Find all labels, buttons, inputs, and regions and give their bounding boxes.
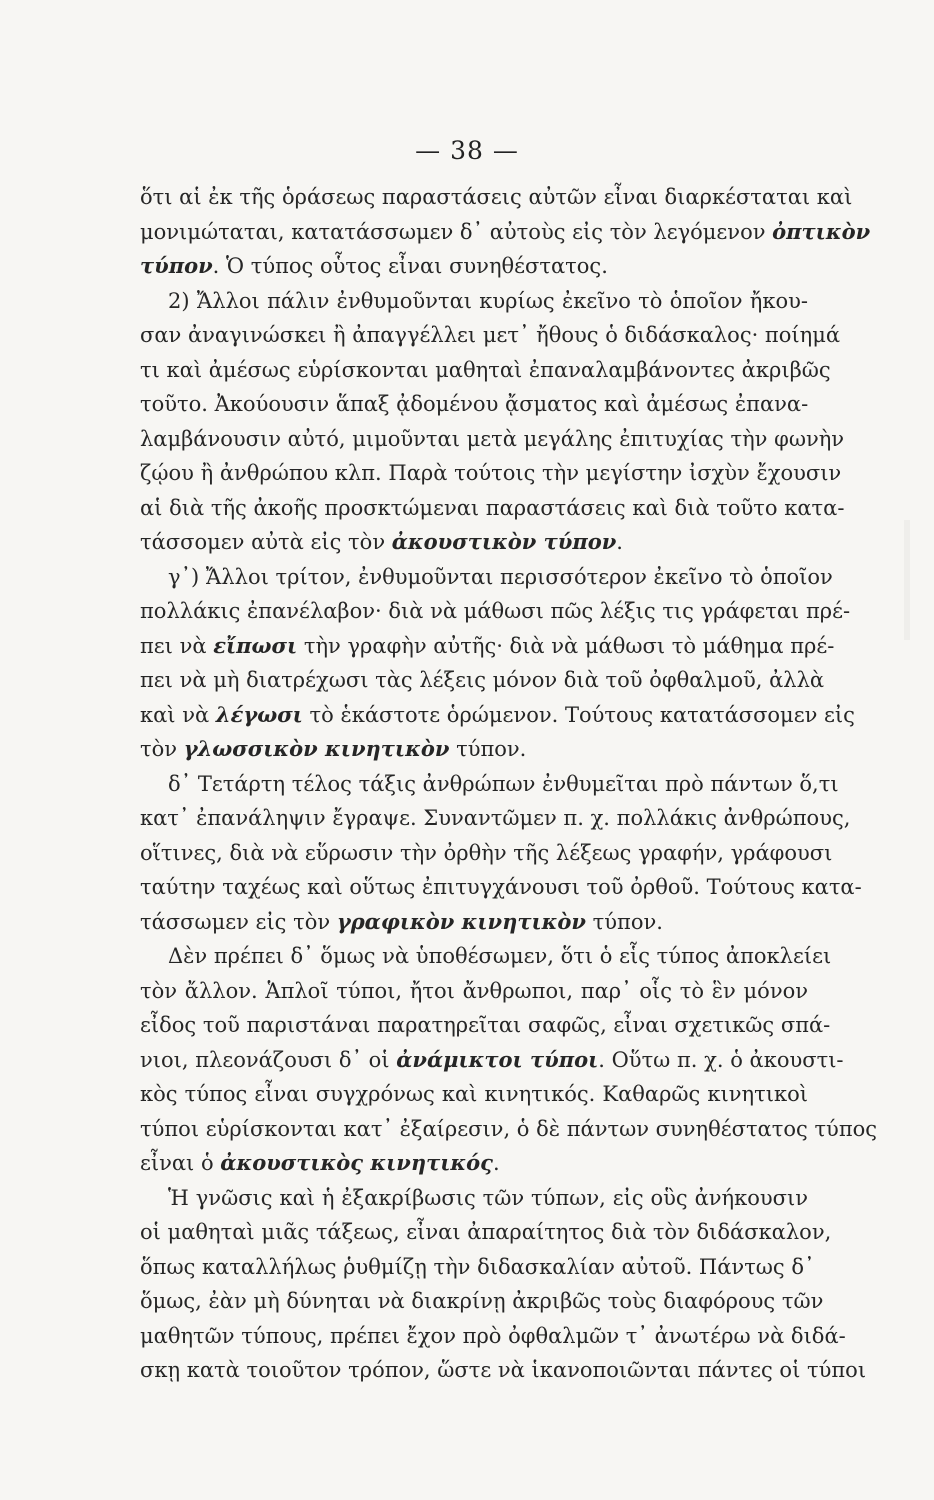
text-segment: σκῃ κατὰ τοιοῦτον τρόπον, ὥστε νὰ ἱκανοποιῶνται πάντες οἱ τύποι: [140, 1358, 867, 1382]
text-line: [140, 767, 839, 802]
text-segment: Ἡ γνῶσις καὶ ἡ ἐξακρίβωσις τῶν τύπων, εἰς οὓς ἀνήκουσιν: [168, 1185, 808, 1210]
text-segment: μονιμώταται, κατατάσσωμεν δ᾽ αὐτοὺς εἰς τὸν λεγόμενον: [140, 219, 773, 244]
text-line: [140, 1250, 815, 1285]
text-line: [140, 215, 871, 250]
text-segment: ταύτην ταχέως καὶ οὕτως ἐπιτυγχάνουσι τοῦ ὀρθοῦ. Τούτους κατα-: [140, 875, 862, 899]
text-segment: τὸν: [140, 737, 184, 761]
text-segment: κὸς τύπος εἶναι συγχρόνως καὶ κινητικός. Καθαρῶς κινητικοὶ: [140, 1082, 808, 1106]
text-line: [140, 974, 808, 1009]
text-line: [140, 1112, 878, 1147]
text-line: [140, 318, 841, 353]
text-segment: τύποι εὑρίσκονται κατ᾽ ἐξαίρεσιν, ὁ δὲ πάντων συνηθέστατος τύπος: [140, 1116, 878, 1141]
text-segment: τύπον.: [449, 737, 527, 761]
text-line: [140, 629, 835, 664]
text-segment: 2) Ἄλλοι πάλιν ἐνθυμοῦνται κυρίως ἐκεῖνο τὸ ὁποῖον ἤκου-: [168, 288, 808, 313]
text-line: [140, 663, 825, 698]
text-segment: λαμβάνουσιν αὐτό, μιμοῦνται μετὰ μεγάλης ἐπιτυχίας τὴν φωνὴν: [140, 426, 845, 451]
text-segment: .: [616, 530, 623, 554]
text-segment: δ᾽ Τετάρτη τέλος τάξις ἀνθρώπων ἐνθυμεῖται πρὸ πάντων ὅ,τι: [168, 771, 839, 796]
text-line: [140, 594, 851, 629]
text-line: [140, 905, 808, 940]
text-segment: ὅπως καταλλήλως ῥυθμίζῃ τὴν διδασκαλίαν αὐτοῦ. Πάντως δ᾽: [140, 1254, 815, 1279]
text-line: [140, 491, 845, 526]
text-line: [140, 1284, 824, 1319]
text-segment: αἱ διὰ τῆς ἀκοῆς προσκτώμεναι παραστάσεις καὶ διὰ τοῦτο κατα-: [140, 495, 845, 520]
emphasized-term: γραφικὸν κινητικὸν: [336, 908, 586, 934]
emphasized-term: γλωσσικὸν κινητικὸν: [183, 736, 450, 761]
text-line: [140, 1008, 831, 1043]
text-line: [140, 939, 832, 974]
text-segment: τὴν γραφὴν αὐτῆς· διὰ νὰ μάθωσι τὸ μάθημα πρέ-: [297, 633, 835, 658]
text-line: [140, 1215, 832, 1250]
emphasized-term: εἴπωσι: [213, 632, 298, 658]
emphasized-term: ὀπτικὸν: [772, 218, 871, 244]
emphasized-term: ἀκουστικὸς κινητικός: [220, 1150, 493, 1175]
text-segment: σαν ἀναγινώσκει ἢ ἀπαγγέλλει μετ᾽ ἤθους ὁ διδάσκαλος· ποίημά: [140, 323, 841, 347]
text-line: [140, 732, 808, 767]
text-segment: οἵτινες, διὰ νὰ εὕρωσιν τὴν ὀρθὴν τῆς λέξεως γραφήν, γράφουσι: [140, 840, 833, 865]
text-line: [140, 1146, 808, 1181]
text-line: [140, 525, 808, 560]
text-segment: Δὲν πρέπει δ᾽ ὅμως νὰ ὑποθέσωμεν, ὅτι ὁ εἷς τύπος ἀποκλείει: [168, 944, 832, 968]
text-line: [140, 180, 853, 215]
paper-stain: [904, 520, 910, 640]
text-segment: τάσσωμεν εἰς τὸν: [140, 909, 337, 934]
text-segment: τάσσομεν αὐτὰ εἰς τὸν: [140, 530, 392, 554]
text-segment: . Ὁ τύπος οὗτος εἶναι συνηθέστατος.: [212, 254, 608, 278]
text-segment: πει νὰ: [140, 633, 214, 658]
page-number: — 38 —: [415, 136, 519, 165]
text-segment: τὸ ἑκάστοτε ὁρώμενον. Τούτους κατατάσσομεν εἰς: [302, 702, 855, 727]
text-segment: πολλάκις ἐπανέλαβον· διὰ νὰ μάθωσι πῶς λέξις τις γράφεται πρέ-: [140, 599, 851, 623]
text-segment: τι καὶ ἀμέσως εὑρίσκονται μαθηταὶ ἐπαναλαμβάνοντες ἀκριβῶς: [140, 357, 831, 382]
text-line: [140, 1043, 844, 1078]
text-line: [140, 1077, 808, 1112]
text-line: [140, 801, 851, 836]
text-segment: κατ᾽ ἐπανάληψιν ἔγραψε. Συναντῶμεν π. χ. πολλάκις ἀνθρώπους,: [140, 806, 851, 830]
text-line: [140, 1353, 867, 1388]
text-line: [140, 698, 855, 733]
emphasized-term: ἀνάμικτοι τύποι: [396, 1046, 599, 1072]
text-line: [140, 422, 845, 457]
text-line: [140, 836, 833, 871]
emphasized-term: ἀκουστικὸν τύπον: [391, 529, 617, 554]
emphasized-term: τύπον: [140, 253, 213, 278]
text-segment: .: [492, 1151, 500, 1175]
text-segment: τὸν ἄλλον. Ἁπλοῖ τύποι, ἤτοι ἄνθρωποι, παρ᾽ οἷς τὸ ἓν μόνον: [140, 978, 808, 1003]
text-line: [140, 456, 842, 491]
text-line: [140, 284, 808, 319]
body-text: [140, 180, 878, 1388]
text-segment: εἶναι ὁ: [140, 1151, 221, 1175]
text-line: [140, 560, 833, 595]
text-segment: τοῦτο. Ἀκούουσιν ἅπαξ ᾀδομένου ᾄσματος καὶ ἀμέσως ἐπανα-: [140, 392, 809, 416]
text-segment: οἱ μαθηταὶ μιᾶς τάξεως, εἶναι ἀπαραίτητος διὰ τὸν διδάσκαλον,: [140, 1220, 832, 1244]
text-segment: πει νὰ μὴ διατρέχωσι τὰς λέξεις μόνον διὰ τοῦ ὀφθαλμοῦ, ἀλλὰ: [140, 668, 825, 692]
text-line: [140, 1181, 808, 1216]
text-segment: τύπον.: [585, 909, 663, 934]
text-segment: καὶ νὰ: [140, 702, 216, 727]
text-segment: γ᾽) Ἄλλοι τρίτον, ἐνθυμοῦνται περισσότερον ἐκεῖνο τὸ ὁποῖον: [168, 564, 833, 589]
text-segment: νιοι, πλεονάζουσι δ᾽ οἱ: [140, 1047, 397, 1072]
text-line: [140, 387, 808, 422]
text-segment: ὅτι αἱ ἐκ τῆς ὁράσεως παραστάσεις αὐτῶν εἶναι διαρκέσταται καὶ: [140, 185, 853, 209]
text-segment: . Οὕτω π. χ. ὁ ἀκουστι-: [598, 1047, 844, 1072]
text-line: [140, 249, 808, 284]
text-segment: μαθητῶν τύπους, πρέπει ἔχον πρὸ ὀφθαλμῶν τ᾽ ἀνωτέρω νὰ διδά-: [140, 1323, 846, 1348]
text-line: [140, 353, 831, 388]
text-line: [140, 870, 862, 905]
text-segment: εἶδος τοῦ παριστάναι παρατηρεῖται σαφῶς, εἶναι σχετικῶς σπά-: [140, 1013, 831, 1037]
text-line: [140, 1319, 846, 1354]
text-segment: ὅμως, ἐὰν μὴ δύνηται νὰ διακρίνῃ ἀκριβῶς τοὺς διαφόρους τῶν: [140, 1289, 824, 1313]
emphasized-term: λέγωσι: [215, 701, 303, 727]
text-segment: ζῴου ἢ ἀνθρώπου κλπ. Παρὰ τούτοις τὴν μεγίστην ἰσχὺν ἔχουσιν: [140, 461, 842, 485]
